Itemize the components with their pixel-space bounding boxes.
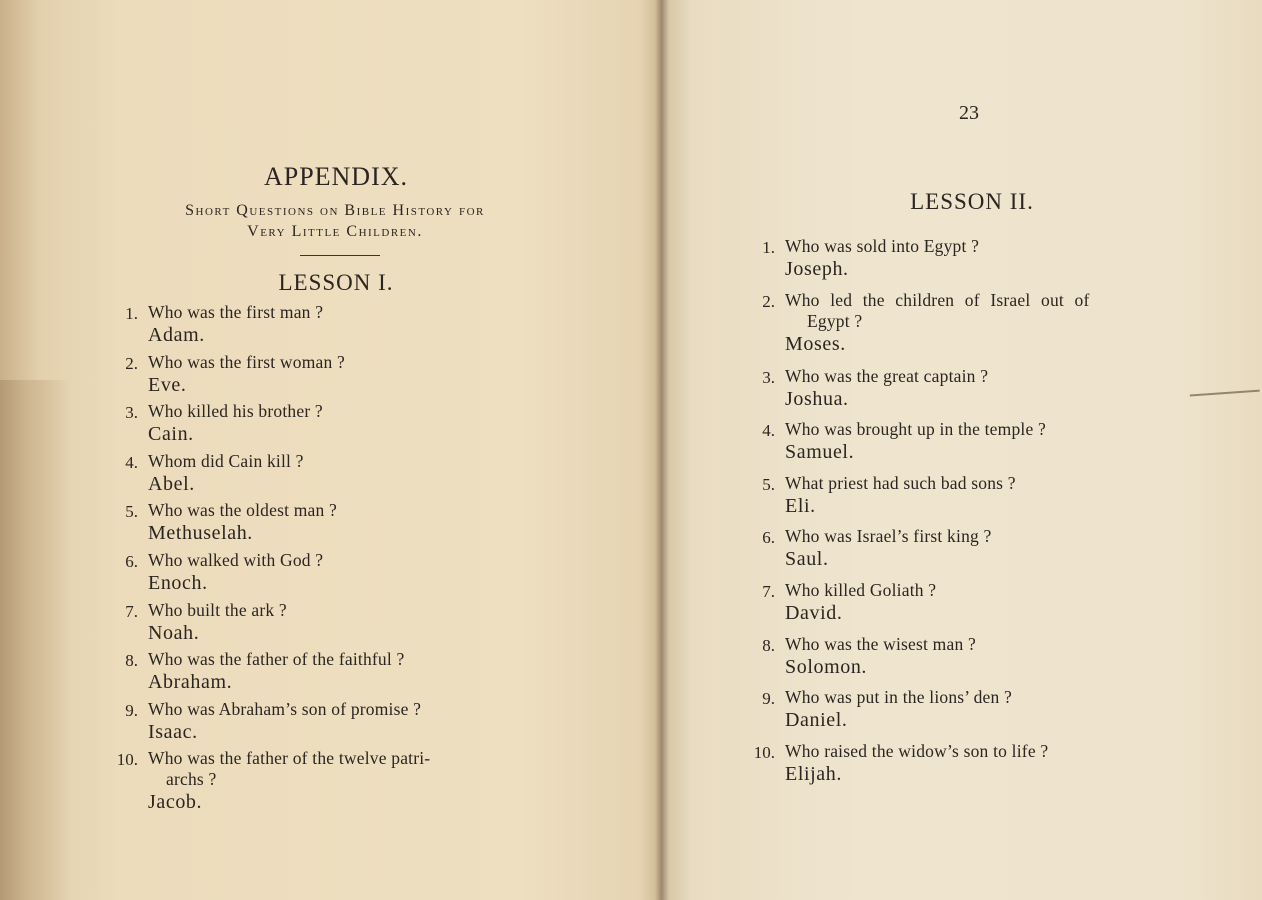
question-text: Who was sold into Egypt ? [785, 236, 980, 256]
question-text: Who was the oldest man ? [148, 500, 337, 521]
question-text: Who led the children of Israel out of [785, 289, 1090, 310]
question-item [100, 649, 570, 699]
answer-text: Joseph. [785, 258, 849, 280]
question-item [737, 687, 1207, 741]
question-item [737, 634, 1207, 688]
question-number: 7. [762, 581, 775, 601]
question-text: Who killed Goliath ? [785, 579, 937, 600]
question-number: 3. [762, 367, 775, 387]
question-item [737, 236, 1207, 290]
answer-text: Eve. [148, 373, 187, 396]
answer-text: Samuel. [785, 441, 855, 464]
question-text-continued: Egypt ? [807, 310, 863, 331]
question-number: 6. [125, 551, 138, 571]
answer-text: Elijah. [785, 762, 842, 785]
question-number: 5. [125, 502, 138, 522]
question-text: Who built the ark ? [148, 599, 287, 620]
page-number: 23 [959, 102, 979, 124]
question-number: 9. [125, 700, 138, 720]
question-item [737, 580, 1207, 634]
question-item [100, 699, 570, 749]
question-number: 1. [762, 238, 775, 257]
lesson-2-questions [737, 236, 1207, 794]
question-number: 4. [125, 452, 138, 472]
question-number: 3. [125, 403, 138, 423]
question-text: Who was Abraham’s son of promise ? [148, 698, 422, 719]
answer-text: Cain. [148, 423, 194, 446]
question-text: Who walked with God ? [148, 549, 324, 570]
lesson-1-questions [100, 302, 570, 814]
answer-text: Moses. [785, 332, 846, 355]
question-text: Who was the great captain ? [785, 365, 989, 386]
subtitle-line-1: Short Questions on Bible History for [185, 202, 485, 219]
question-item [100, 401, 570, 451]
question-text: What priest had such bad sons ? [785, 472, 1016, 493]
question-text: Who was put in the lions’ den ? [785, 687, 1013, 708]
question-item [737, 290, 1207, 366]
lesson-1-title: LESSON I. [278, 270, 394, 295]
question-item [737, 419, 1207, 473]
question-text-continued: archs ? [166, 769, 217, 790]
answer-text: Adam. [148, 324, 205, 346]
question-item [100, 550, 570, 600]
question-number: 4. [762, 421, 775, 441]
question-number: 1. [125, 304, 138, 323]
question-number: 9. [762, 689, 775, 709]
question-text: Who was the first man ? [148, 302, 324, 322]
question-text: Who was the first woman ? [148, 351, 345, 372]
question-item [737, 741, 1207, 795]
question-text: Who killed his brother ? [148, 401, 323, 422]
answer-text: David. [785, 601, 843, 624]
question-number: 2. [762, 291, 775, 311]
question-text: Who was brought up in the temple ? [785, 419, 1046, 440]
answer-text: Abel. [148, 472, 195, 495]
answer-text: Abraham. [148, 671, 233, 694]
worn-page-edge [0, 380, 70, 900]
question-item [737, 526, 1207, 580]
question-number: 6. [762, 528, 775, 548]
appendix-title: APPENDIX. [263, 162, 409, 191]
answer-text: Methuselah. [148, 522, 253, 545]
answer-text: Eli. [785, 494, 816, 517]
question-number: 8. [125, 651, 138, 671]
answer-text: Saul. [785, 548, 829, 571]
question-text: Who was Israel’s first king ? [785, 526, 992, 547]
question-item [737, 473, 1207, 527]
answer-text: Joshua. [785, 387, 849, 410]
question-item [100, 352, 570, 402]
right-page [662, 0, 1262, 900]
subtitle-line-2: Very Little Children. [247, 223, 423, 240]
book-gutter [655, 0, 669, 900]
answer-text: Enoch. [148, 571, 208, 594]
question-text: Who raised the widow’s son to life ? [785, 740, 1049, 761]
question-text: Who was the father of the twelve patri- [148, 748, 431, 769]
question-item [100, 500, 570, 550]
question-text: Whom did Cain kill ? [148, 450, 304, 471]
question-item [100, 600, 570, 650]
question-text: Who was the father of the faithful ? [148, 649, 405, 670]
lesson-2-title: LESSON II. [910, 189, 1034, 214]
answer-text: Daniel. [785, 709, 848, 732]
answer-text: Solomon. [785, 655, 868, 678]
appendix-subtitle [105, 200, 565, 242]
title-rule [300, 255, 380, 256]
question-item [100, 451, 570, 501]
answer-text: Noah. [148, 621, 200, 644]
question-item [100, 748, 570, 814]
question-text: Who was the wisest man ? [785, 633, 976, 654]
question-number: 7. [125, 601, 138, 621]
answer-text: Jacob. [148, 791, 203, 814]
question-number: 10. [753, 742, 775, 762]
question-item [737, 366, 1207, 420]
answer-text: Isaac. [148, 720, 198, 743]
question-number: 2. [125, 353, 138, 373]
question-number: 5. [762, 474, 775, 494]
question-item [100, 302, 570, 352]
question-number: 10. [116, 750, 138, 770]
question-number: 8. [762, 635, 775, 655]
